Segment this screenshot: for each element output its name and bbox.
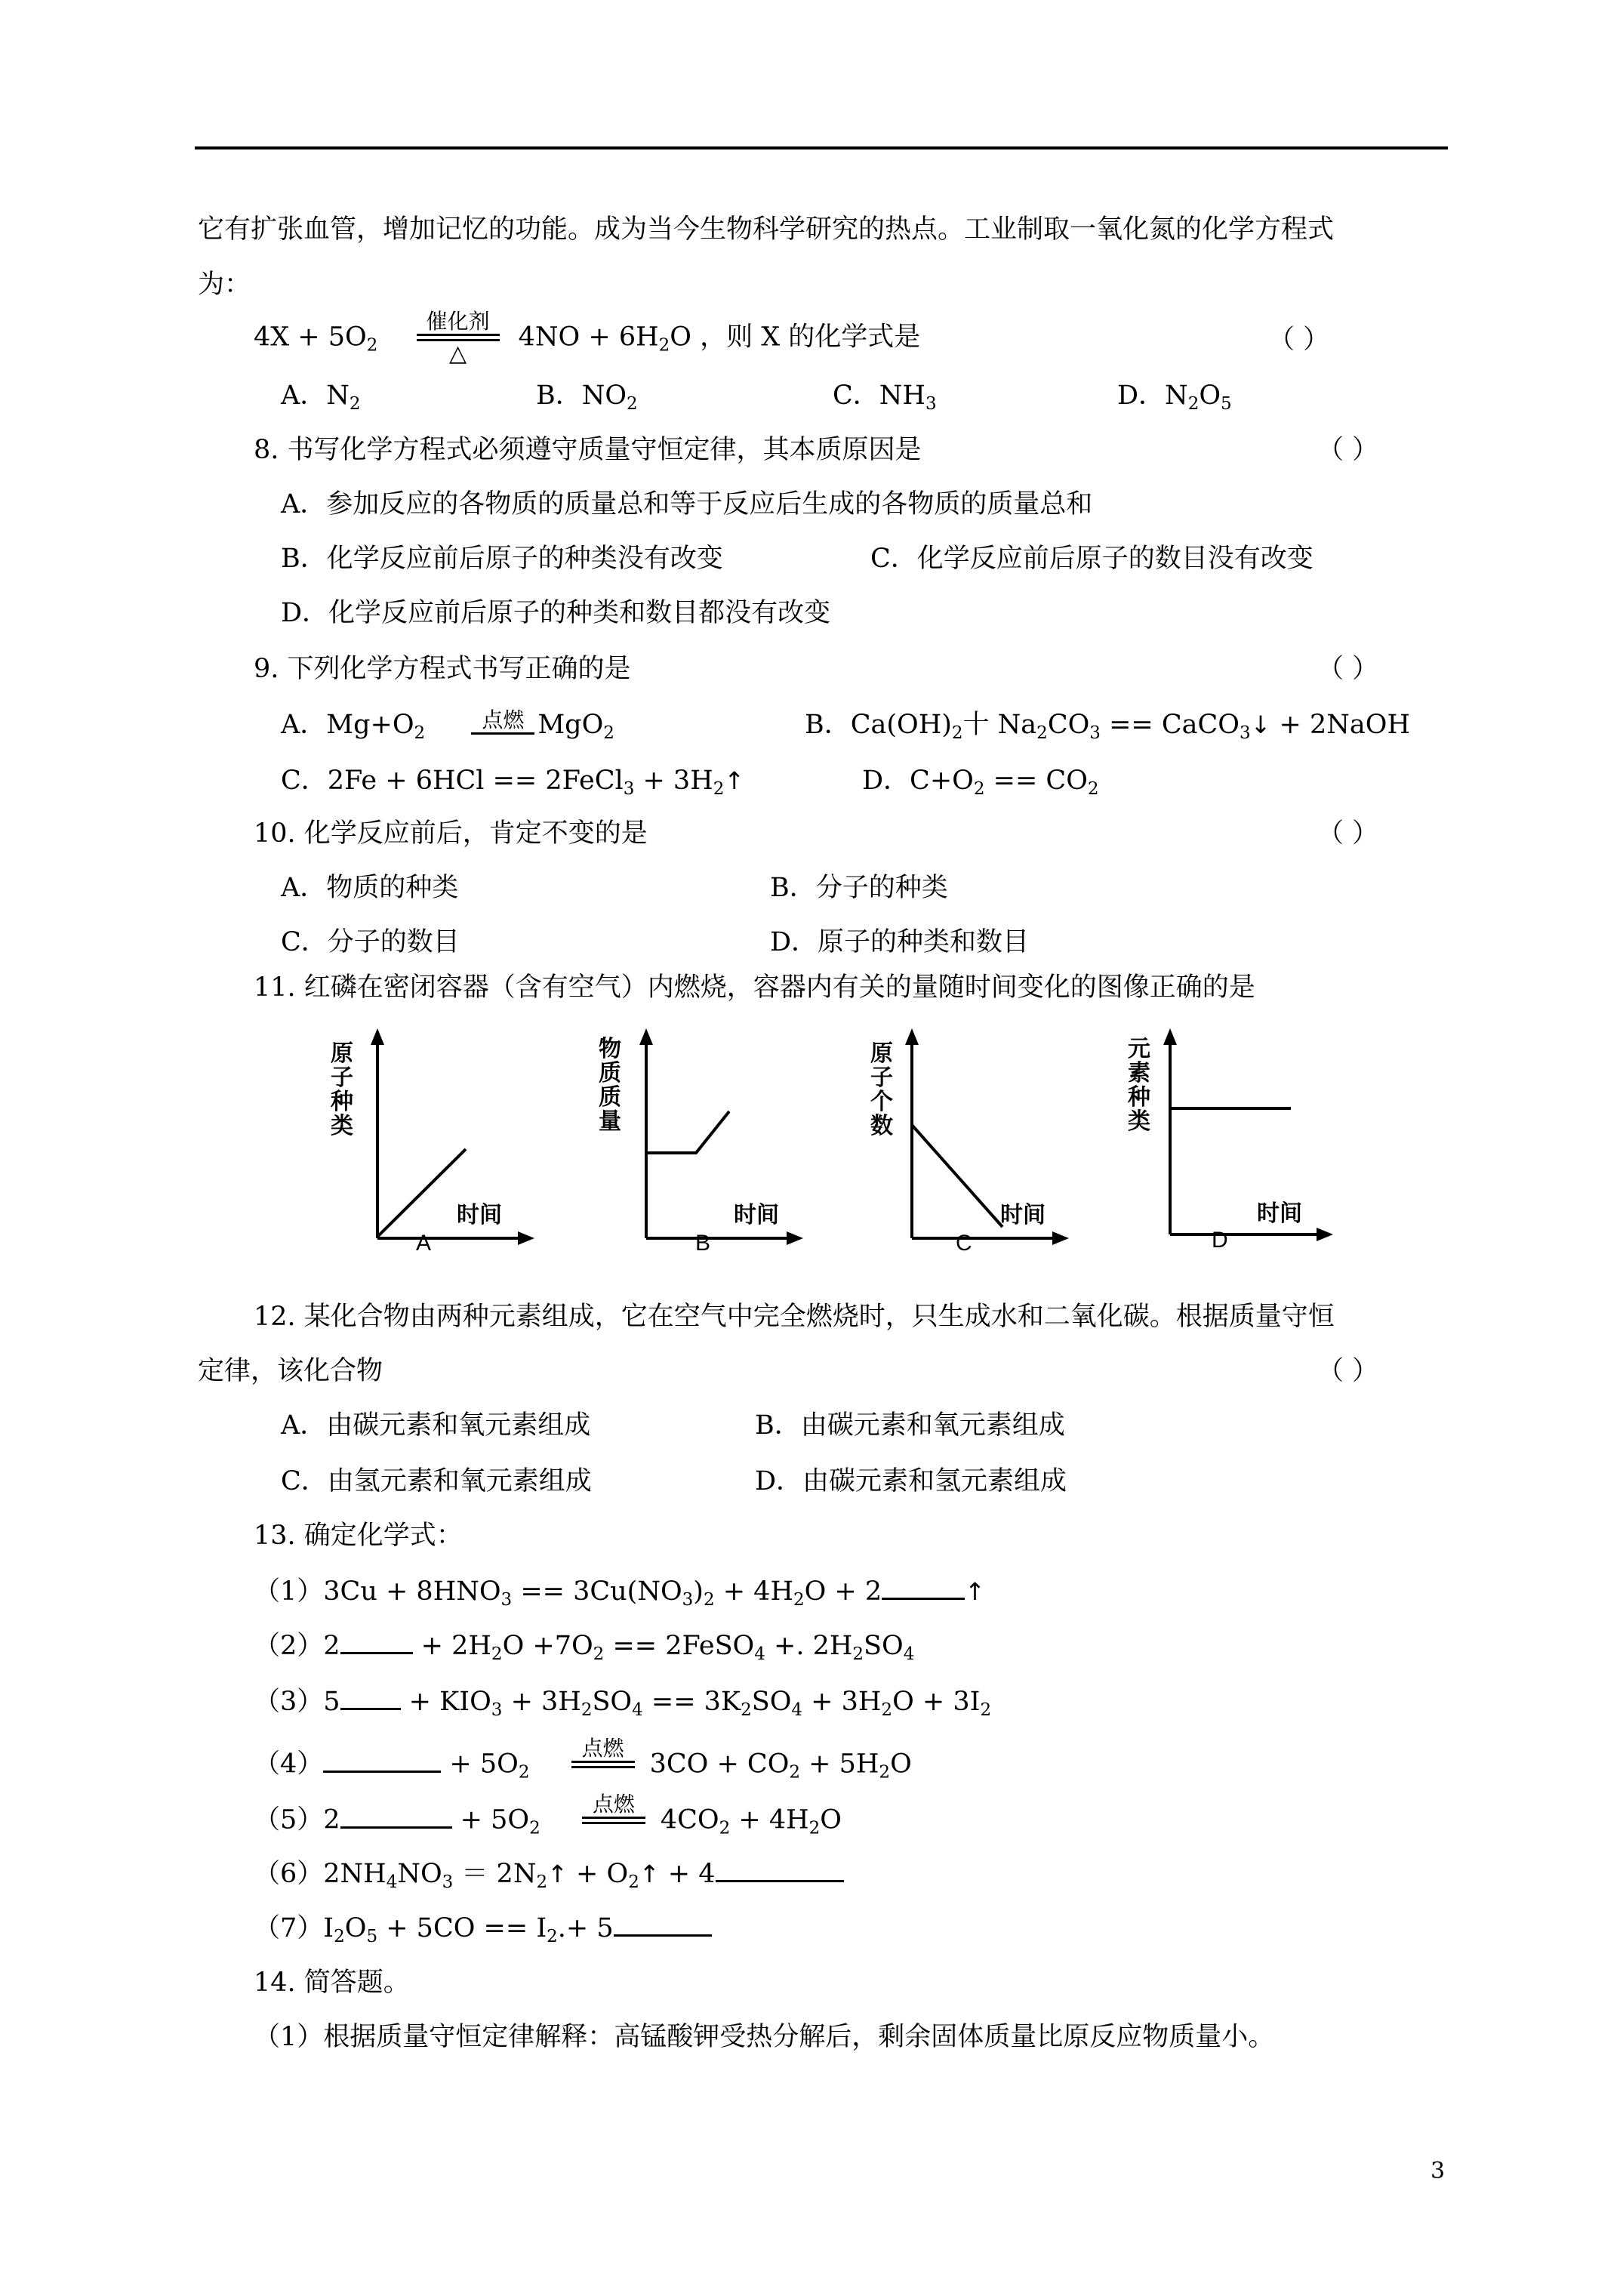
q14-stem: 14. 简答题。 bbox=[254, 1968, 410, 1998]
q7-equation: $4X + 5O_2$ 催化剂 △ $4NO + 6H_2O$ ，则 X 的化学式是 bbox=[254, 309, 921, 367]
ignite-condition: 点燃 bbox=[471, 708, 534, 735]
q8-answer-paren: （ ） bbox=[1317, 435, 1379, 465]
graph-b-caption: B bbox=[695, 1231, 711, 1256]
graph-c-plot bbox=[897, 1027, 1078, 1253]
q7-option-b: B．$NO_2$ bbox=[536, 381, 638, 414]
q12-option-c: C．由氢元素和氧元素组成 bbox=[281, 1466, 592, 1496]
header-rule bbox=[195, 146, 1448, 149]
q9-option-b: B．$Ca(OH)_2$十 $Na_2CO_3$ == CaCO$_3$↓ + 2NaOH bbox=[805, 710, 1410, 743]
graph-a-ylabel: 原子种类 bbox=[331, 1040, 353, 1139]
q13-equation-7: $(7)I_2O_5 + 5CO == I_2.+ 5$ bbox=[254, 1912, 712, 1945]
q13-equation-2: $(2)2 + 2H_2O +7O_2$ == 2FeSO$_4$ +. $2H_2SO_4$ bbox=[254, 1631, 915, 1664]
intro-line-1: 它有扩张血管，增加记忆的功能。成为当今生物科学研究的热点。工业制取一氧化氮的化学方程式 bbox=[198, 214, 1335, 245]
answer-blank-7[interactable] bbox=[614, 1912, 712, 1937]
q13-equation-4: $(4) + 5O_2$ 点燃 $3CO + CO_2 + 5H_2O$ bbox=[254, 1737, 912, 1794]
q9-option-c: C．2Fe + 6HCl == 2FeCl$_3$ + $3H_2↑$ bbox=[281, 766, 745, 799]
q7-answer-paren: （ ） bbox=[1268, 325, 1330, 355]
graph-c-ylabel: 原子个数 bbox=[870, 1040, 893, 1139]
graph-c-caption: C bbox=[956, 1231, 972, 1256]
q12-option-b: B．由碳元素和氧元素组成 bbox=[755, 1410, 1065, 1441]
ignite-condition: 点燃 bbox=[582, 1792, 645, 1850]
q12-line-2: 定律，该化合物 bbox=[198, 1356, 383, 1386]
answer-blank-5[interactable] bbox=[340, 1804, 452, 1829]
q7-option-d: D．$N_2O_5$ bbox=[1117, 381, 1232, 414]
graph-b-xlabel: 时间 bbox=[734, 1202, 779, 1228]
catalyst-condition: 催化剂 △ bbox=[417, 310, 500, 367]
intro-line-2: 为： bbox=[198, 270, 251, 300]
q8-option-c: C．化学反应前后原子的数目没有改变 bbox=[870, 544, 1313, 574]
q8-option-a: A．参加反应的各物质的质量总和等于反应后生成的各物质的质量总和 bbox=[281, 489, 1093, 519]
q7-option-a: A．$N_2$ bbox=[281, 381, 361, 414]
graph-a-xlabel: 时间 bbox=[457, 1202, 502, 1228]
q12-option-d: D．由碳元素和氢元素组成 bbox=[755, 1466, 1067, 1496]
q9-option-d: D．$C+O_2 == CO_2$ bbox=[862, 766, 1099, 799]
ignite-condition: 点燃 bbox=[571, 1737, 635, 1794]
q9-option-a: A．$Mg+O_2$ 点燃 MgO$_2$ bbox=[281, 707, 614, 743]
q13-equation-3: $(3)5 + KIO_3 + 3H_2SO_4 == 3K_2SO_4 + 3H_2O + 3I_2$ bbox=[254, 1687, 992, 1720]
q10-option-c: C．分子的数目 bbox=[281, 927, 460, 957]
graph-c-xlabel: 时间 bbox=[1000, 1202, 1046, 1228]
q12-option-a: A．由碳元素和氧元素组成 bbox=[281, 1410, 591, 1441]
answer-blank-2[interactable] bbox=[340, 1629, 413, 1654]
q10-option-d: D．原子的种类和数目 bbox=[770, 927, 1030, 957]
graph-d-plot bbox=[1155, 1027, 1344, 1253]
graph-a-plot bbox=[362, 1027, 544, 1253]
answer-blank-3[interactable] bbox=[340, 1685, 401, 1710]
q9-stem: 9. 下列化学方程式书写正确的是 bbox=[254, 654, 631, 684]
graph-d-xlabel: 时间 bbox=[1257, 1200, 1302, 1227]
q8-option-d: D．化学反应前后原子的种类和数目都没有改变 bbox=[281, 598, 831, 628]
graph-b-ylabel: 物质质量 bbox=[599, 1036, 621, 1135]
q10-option-a: A．物质的种类 bbox=[281, 873, 459, 903]
answer-blank-1[interactable] bbox=[882, 1575, 965, 1600]
q12-line-1: 12. 某化合物由两种元素组成，它在空气中完全燃烧时，只生成水和二氧化碳。根据质量守恒 bbox=[254, 1302, 1335, 1332]
q10-answer-paren: （ ） bbox=[1317, 818, 1379, 849]
q13-equation-1: $(1)3Cu + 8HNO_3 == 3Cu(NO_3)_2 + 4H_2O + 2$ ↑ bbox=[254, 1576, 985, 1610]
q9-answer-paren: （ ） bbox=[1317, 654, 1379, 684]
q14-sub-1: （1）根据质量守恒定律解释：高锰酸钾受热分解后，剩余固体质量比原反应物质量小。 bbox=[254, 2022, 1275, 2052]
graph-b-plot bbox=[631, 1027, 812, 1253]
graph-d-ylabel: 元素种类 bbox=[1128, 1036, 1150, 1135]
q10-option-b: B．分子的种类 bbox=[770, 873, 948, 903]
q7-option-c: C．$NH_3$ bbox=[833, 381, 937, 414]
page-number: 3 bbox=[1431, 2158, 1446, 2184]
graph-d-caption: D bbox=[1212, 1228, 1228, 1253]
q8-option-b: B．化学反应前后原子的种类没有改变 bbox=[281, 544, 723, 574]
graph-a-caption: A bbox=[416, 1231, 432, 1256]
q13-equation-5: $(5)2 + 5O_2$ 点燃 $4CO_2 + 4H_2O$ bbox=[254, 1792, 842, 1850]
q8-stem: 8. 书写化学方程式必须遵守质量守恒定律，其本质原因是 bbox=[254, 435, 922, 465]
q13-stem: 13. 确定化学式： bbox=[254, 1521, 463, 1551]
q10-stem: 10. 化学反应前后，肯定不变的是 bbox=[254, 818, 648, 849]
q13-equation-6: $(6)2NH_4NO_3$ ＝ $2N_2↑$ + $O_2↑ + 4$ bbox=[254, 1857, 844, 1891]
answer-blank-4[interactable] bbox=[323, 1748, 441, 1773]
q12-answer-paren: （ ） bbox=[1317, 1356, 1379, 1386]
q11-stem: 11. 红磷在密闭容器（含有空气）内燃烧，容器内有关的量随时间变化的图像正确的是 bbox=[254, 972, 1255, 1003]
answer-blank-6[interactable] bbox=[716, 1857, 844, 1882]
